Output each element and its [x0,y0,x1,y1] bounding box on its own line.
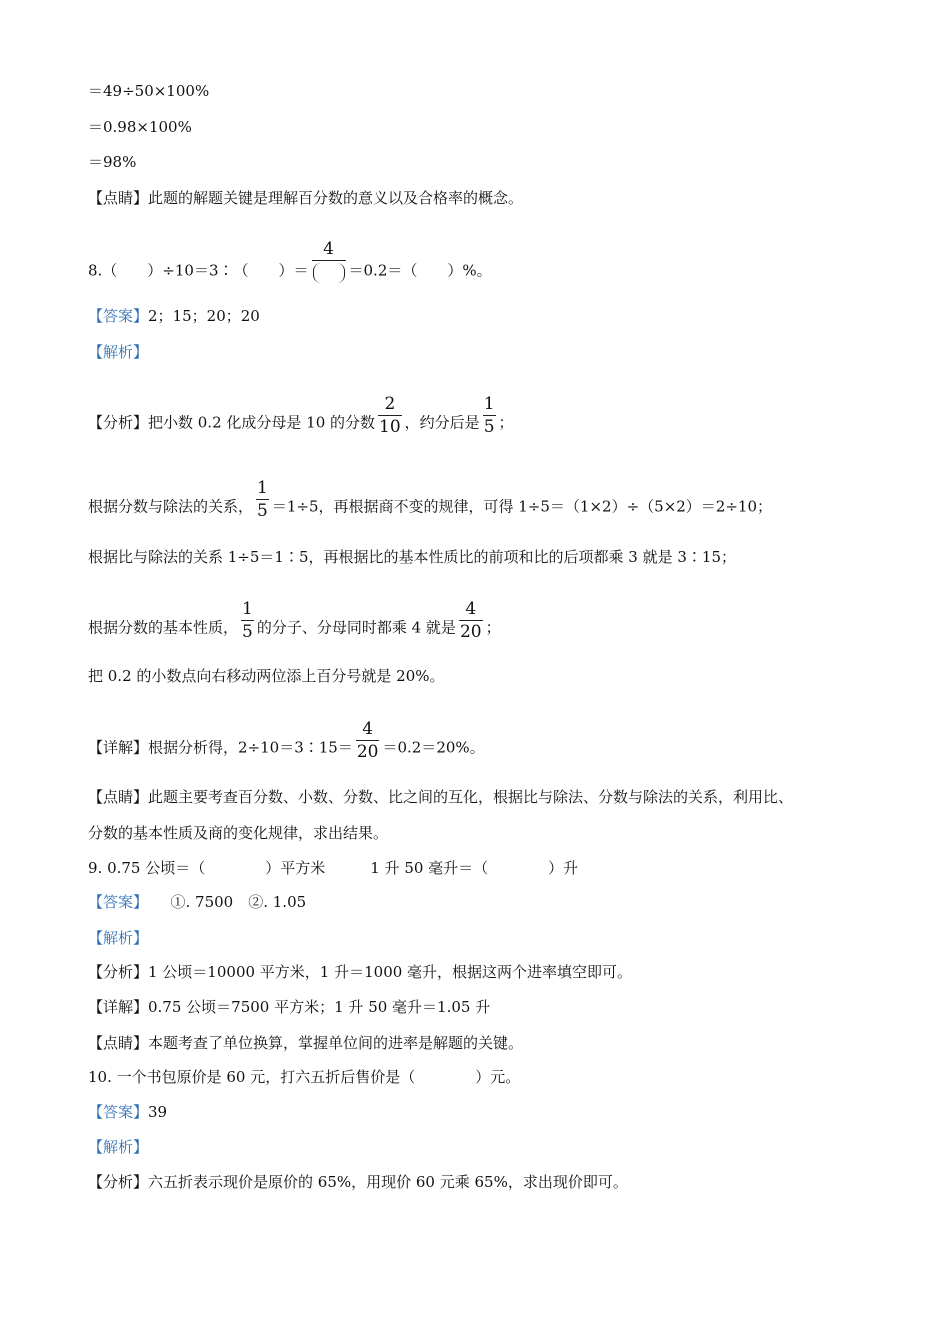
q8-fenxi4-pre: 根据分数的基本性质， [88,618,239,637]
q8-answer-line [88,306,260,326]
frac-num: 4 [459,598,483,621]
q8-post: ＝0.2＝（ ）%。 [348,261,492,280]
calc-step-2: ＝0.98×100% [88,118,192,136]
q9-dianjing: 【点睛】本题考查了单位换算，掌握单位间的进率是解题的关键。 [88,1034,524,1052]
frac-den: 20 [356,742,379,762]
q10-jiexi: 【解析】 [88,1138,149,1156]
fraction-4-20 [459,598,483,643]
frac-den: 10 [379,417,401,437]
q10-answer: 39 [148,1103,168,1121]
fraction-4-20 [356,718,380,763]
calc-step-1: ＝49÷50×100% [88,82,210,100]
q8-fenxi4-post: ； [485,618,501,637]
dianjing-prev: 【点睛】此题的解题关键是理解百分数的意义以及合格率的概念。 [88,189,524,207]
frac-num: 1 [483,394,495,414]
frac-num: 1 [242,599,253,619]
q10-answer-line [88,1102,167,1122]
q8-frac-den-paren [312,261,346,289]
fraction-1-5 [241,598,254,643]
q9-answer: ①. 7500 ②. 1.05 [140,893,307,911]
frac-num: 4 [356,718,380,741]
q8-fenxi1-post: ； [498,413,514,432]
q10-answer-tag: 【答案】 [88,1103,149,1121]
fraction-2-10 [378,393,402,438]
q8-xiangjie [88,719,485,771]
q8-xiangjie-pre: 【详解】根据分析得，2÷10＝3∶15＝ [88,738,353,757]
frac-den: 20 [459,622,482,642]
q9-answer-tag: 【答案】 [88,893,141,911]
q9-answer-line [88,892,306,912]
q8-fenxi-1 [88,394,514,446]
q8-fenxi4-mid: 的分子、分母同时都乘 4 就是 [256,618,456,637]
q8-fenxi-5: 把 0.2 的小数点向右移动两位添上百分号就是 20%。 [88,667,445,685]
q9-xiangjie: 【详解】0.75 公顷＝7500 平方米；1 升 50 毫升＝1.05 升 [88,998,491,1016]
question-10: 10. 一个书包原价是 60 元，打六五折后售价是（ ）元。 [88,1068,521,1086]
frac-num: 1 [257,478,268,498]
q9-fenxi: 【分析】1 公顷＝10000 平方米，1 升＝1000 毫升，根据这两个进率填空即可。 [88,963,633,981]
frac-den: 5 [483,417,495,437]
q8-pre: 8.（ ）÷10＝3∶（ ）＝ [88,261,309,280]
q8-fenxi2-pre: 根据分数与除法的关系， [88,497,254,516]
frac-den: 5 [257,501,268,521]
q8-fenxi-2 [88,478,773,530]
q8-fenxi-4 [88,599,501,651]
q8-frac-num: 4 [312,238,346,261]
q10-fenxi: 【分析】六五折表示现价是原价的 65%，用现价 60 元乘 65%，求出现价即可。 [88,1173,628,1191]
frac-num: 2 [378,393,402,416]
question-8 [88,239,492,297]
q8-answer: 2；15；20；20 [148,307,260,325]
frac-den: 5 [242,622,253,642]
q8-fenxi1-mid: ，约分后是 [404,413,480,432]
fraction-1-5 [483,393,496,438]
q9-jiexi: 【解析】 [88,929,149,947]
q8-fenxi-3: 根据比与除法的关系 1÷5＝1∶5，再根据比的基本性质比的前项和比的后项都乘 3 就是 3∶15； [88,548,736,566]
q8-fenxi1-pre: 【分析】把小数 0.2 化成分母是 10 的分数 [88,413,376,432]
q8-xiangjie-post: ＝0.2＝20%。 [382,738,485,757]
q8-jiexi: 【解析】 [88,343,149,361]
calc-step-3: ＝98% [88,153,137,171]
q8-dianjing-1: 【点睛】此题主要考查百分数、小数、分数、比之间的互化，根据比与除法、分数与除法的关系，利用比、 [88,788,794,806]
q8-fraction [312,238,346,289]
question-9: 9. 0.75 公顷＝（ ）平方米 1 升 50 毫升＝（ ）升 [88,859,579,877]
fraction-1-5 [256,477,269,522]
q8-fenxi2-post: ＝1÷5，再根据商不变的规律，可得 1÷5＝（1×2）÷（5×2）＝2÷10； [271,497,773,516]
q8-dianjing-2: 分数的基本性质及商的变化规律，求出结果。 [88,824,389,842]
q8-answer-tag: 【答案】 [88,307,149,325]
